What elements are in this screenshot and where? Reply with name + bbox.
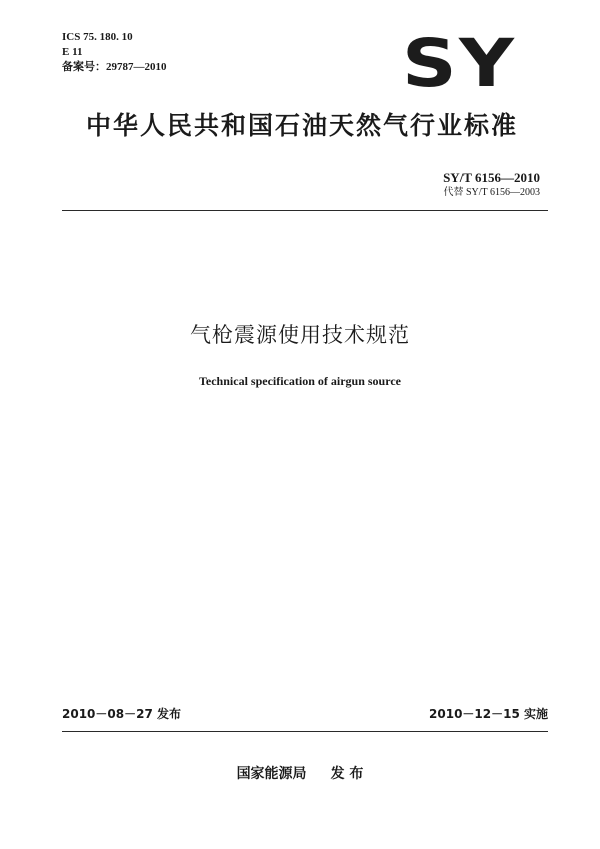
document-title-cn: 气枪震源使用技术规范 [190,323,410,347]
ics-code: ICS 75. 180. 10 [62,31,133,43]
standard-number-block [443,169,540,200]
class-code: E 11 [62,46,83,58]
standard-number: SY/T 6156—2010 [443,170,540,185]
issue-date: 2010－08－27 发布 [62,707,181,721]
classification-block [62,30,167,75]
replaces-standard: 代替 SY/T 6156—2003 [443,187,540,198]
document-title-en: Technical specification of airgun source [199,374,401,388]
publisher-line [0,764,600,784]
top-divider [62,210,548,211]
filing-number: 备案号：29787—2010 [62,61,167,73]
publisher-action: 发 布 [330,766,364,782]
effective-date: 2010－12－15 实施 [429,707,548,721]
publisher-name: 国家能源局 [236,766,307,782]
sy-logo: SY [402,25,517,102]
bottom-divider [62,731,548,732]
industry-standard-title: 中华人民共和国石油天然气行业标准 [86,111,519,140]
